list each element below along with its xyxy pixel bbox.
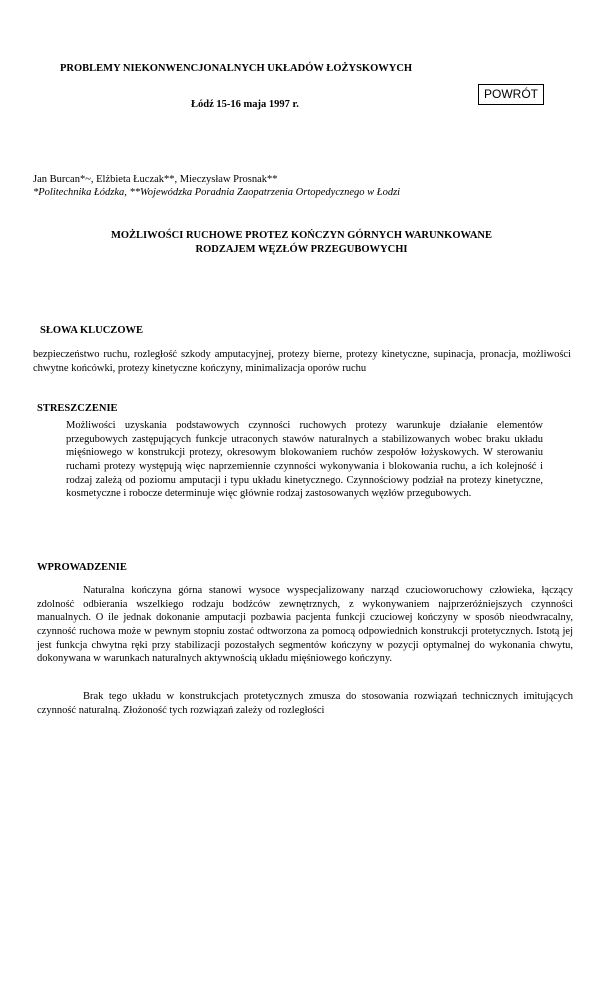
abstract-text: Możliwości uzyskania podstawowych czynności ruchowych protezy warunkuje działanie elementów przegubowych zastępujących funkcje utraconych stawów naturalnych a stabilizowanych wobec braku układu mięśniowego w konstrukcji protezy, okresowym blokowaniem ruchów zespołów łożyskowych. W sterowaniu ruchami protezy występują więc naprzemiennie czynności wykonywania i blokowania ruchu, a ich kolejność i rodzaj zależą od poziomu amputacji i typu układu kinetycznego. Czynnościowy podział na protezy kinetyczne, kosmetyczne i robocze determinuje więc głównie rodzaj zastosowanych węzłów przegubowych. xyxy=(66,420,543,500)
introduction-paragraph-2: Brak tego układu w konstrukcjach protetycznych zmusza do stosowania rozwiązań technicznych imitujących czynność naturalną. Złożoność tych rozwiązań zależy od rozległości xyxy=(37,691,573,716)
paper-title-line1: MOŻLIWOŚCI RUCHOWE PROTEZ KOŃCZYN GÓRNYCH WARUNKOWANE xyxy=(110,230,493,241)
back-button[interactable]: POWRÓT xyxy=(478,84,544,105)
introduction-heading: WPROWADZENIE xyxy=(37,562,127,573)
author-affiliations: *Politechnika Łódzka, **Wojewódzka Poradnia Zaopatrzenia Ortopedycznego w Łodzi xyxy=(33,187,401,198)
abstract-heading: STRESZCZENIE xyxy=(37,403,118,414)
conference-date: Łódź 15-16 maja 1997 r. xyxy=(191,99,299,110)
author-names: Jan Burcan*~, Elżbieta Łuczak**, Mieczysław Prosnak** xyxy=(33,174,278,185)
keywords-text: bezpieczeństwo ruchu, rozległość szkody amputacyjnej, protezy bierne, protezy kinetyczne, supinacja, pronacja, możliwości chwytne końcówki, protezy kinetyczne kończyny, minimalizacja oporów ruchu xyxy=(33,349,571,374)
paper-title-line2: RODZAJEM WĘZŁÓW PRZEGUBOWYCHI xyxy=(195,243,408,255)
keywords-heading: SŁOWA KLUCZOWE xyxy=(40,325,143,336)
conference-title: PROBLEMY NIEKONWENCJONALNYCH UKŁADÓW ŁOŻYSKOWYCH xyxy=(60,63,413,74)
introduction-paragraph-1: Naturalna kończyna górna stanowi wysoce wyspecjalizowany narząd czucioworuchowy człowieka, łączący zdolność odbierania wszelkiego rodzaju bodźców zewnętrznych, z wykonywaniem najprzeróżniejszych czynności manualnych. O ile jednak dokonanie amputacji pozbawia pacjenta funkcji czuciowej kończyny w sposób nieodwracalny, czynność ruchowa może w pewnym stopniu zostać odtworzona za pomocą odpowiednich konstrukcji protetycznych. Istotą jej jest funkcja chwytna ręki przy stabilizacji pozostałych segmentów kończyny w pozycji optymalnej do wykonania chwytu, dokonywana w warunkach naturalnych aktywnością układu mięśniowego kończyny. xyxy=(37,585,573,665)
paper-title xyxy=(40,229,563,256)
